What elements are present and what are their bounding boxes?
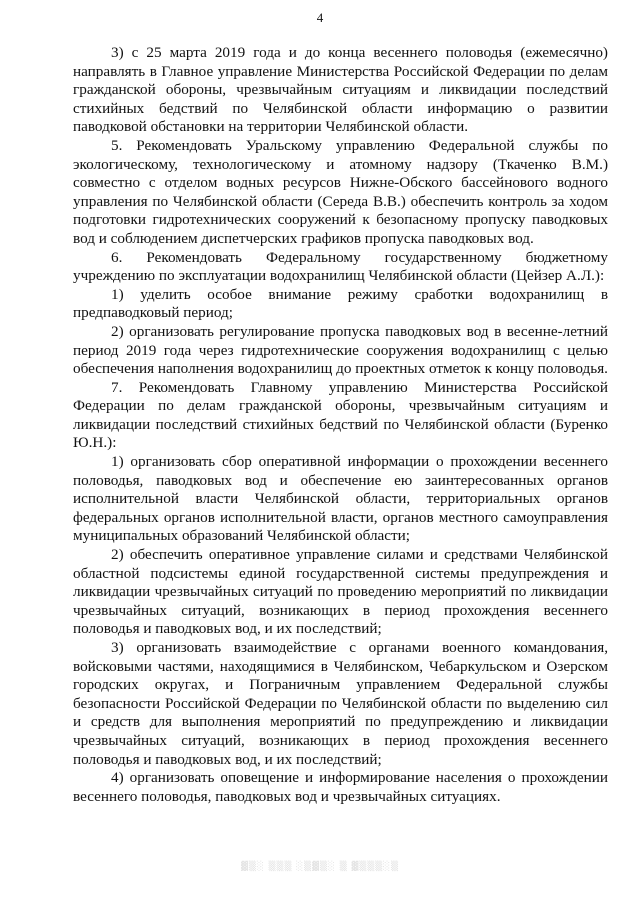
paragraph-7-item-3: 3) организовать взаимодействие с органами военного командования, войсковыми частями, находящимися в Челябинском, Чебаркульском и Озерском городских округах, и Пограничным управлением Федеральной службы безопасности Российской Федерации по Челябинской области по выделению сил и средств для выполнения мероприятий по предупреждению и ликвидации чрезвычайных ситуаций, возникающих в период прохождения весеннего половодья и паводковых вод, и их последствий; [73,639,608,768]
paragraph-7-emercom: 7. Рекомендовать Главному управлению Министерства Российской Федерации по делам гражданской обороны, чрезвычайным ситуациям и ликвидации последствий стихийных бедствий по Челябинской области (Буренко Ю.Н.): [73,378,608,452]
paragraph-5-rostekhnadzor: 5. Рекомендовать Уральскому управлению Федеральной службы по экологическому, технологическому и атомному надзору (Ткаченко В.М.) совместно с отделом водных ресурсов Нижне-Обского бассейнового водного управления по Челябинской области (Середа В.В.) обеспечить контроль за ходом подготовки гидротехнических сооружений к безопасному пропуску паводковых вод и соблюдением диспетчерских графиков пропуска паводковых вод. [73,136,608,247]
paragraph-7-item-2: 2) обеспечить оперативное управление силами и средствами Челябинской областной подсистемы единой государственной системы предупреждения и ликвидации чрезвычайных ситуаций по проведению мероприятий по ликвидации чрезвычайных ситуаций, возникающих в период прохождения весеннего половодья и паводковых вод, и их последствий; [73,546,608,638]
document-body [73,44,608,806]
paragraph-6-item-2: 2) организовать регулирование пропуска паводковых вод в весенне-летний период 2019 года через гидротехнические сооружения водохранилищ с целью обеспечения наполнения водохранилищ до проектных отметок к концу половодья. [73,322,608,378]
page-number: 4 [316,10,324,25]
paragraph-item-3-reporting: 3) с 25 марта 2019 года и до конца весеннего половодья (ежемесячно) направлять в Главное управление Министерства Российской Федерации по делам гражданской обороны, чрезвычайным ситуациям и ликвидации последствий стихийных бедствий по Челябинской области информацию о развитии паводковой обстановки на территории Челябинской области. [73,44,608,136]
paragraph-7-item-4: 4) организовать оповещение и информирование населения о прохождении весеннего половодья, паводковых вод и чрезвычайных ситуациях. [73,769,608,805]
paragraph-7-item-1: 1) организовать сбор оперативной информации о прохождении весеннего половодья, паводковых вод и обеспечение ею заинтересованных органов исполнительной власти Челябинской области, территориальных органов федеральных органов исполнительной власти, органов местного самоуправления муниципальных образований Челябинской области; [73,453,608,545]
faded-footer-stamp: ▓▒░ ▒▒▒ ░▒▓▒░ ▒ ▓▒▒▒░▒ [240,862,400,872]
paragraph-6-reservoirs: 6. Рекомендовать Федеральному государственному бюджетному учреждению по эксплуатации водохранилищ Челябинской области (Цейзер А.Л.): [73,248,608,285]
paragraph-6-item-1: 1) уделить особое внимание режиму сработки водохранилищ в предпаводковый период; [73,285,608,322]
